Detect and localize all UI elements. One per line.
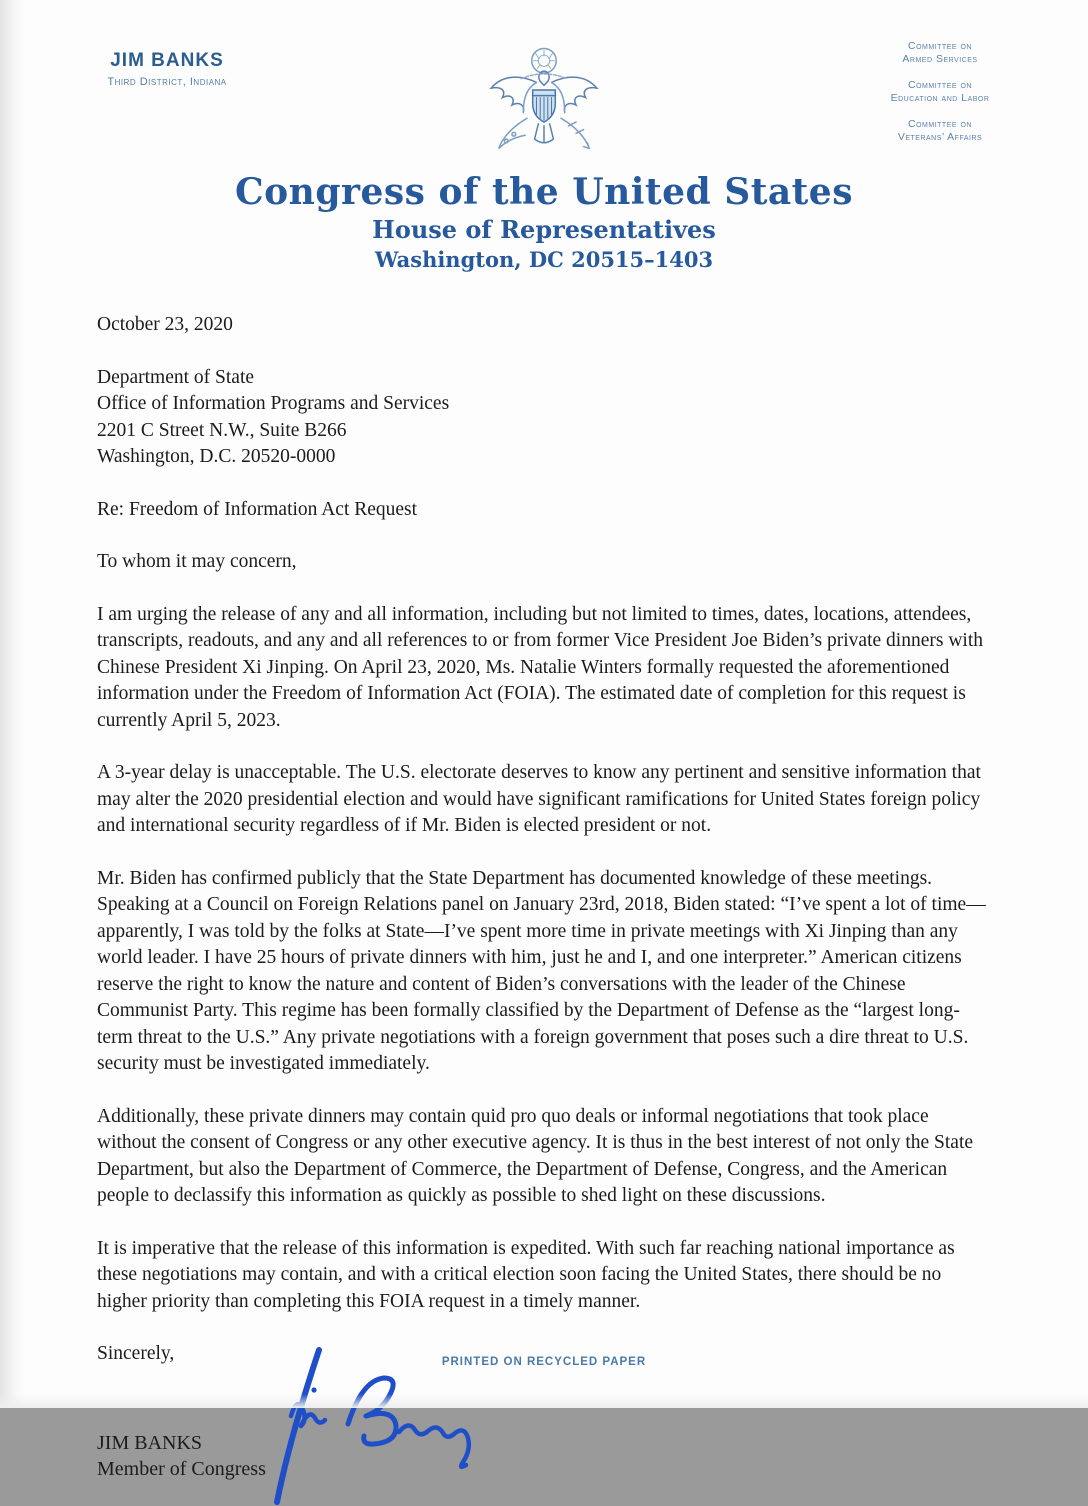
committee-label: Committee on (908, 118, 972, 130)
member-name: JIM BANKS (110, 50, 224, 71)
letter-date: October 23, 2020 (97, 314, 233, 335)
signer-name: JIM BANKS (97, 1431, 203, 1454)
recipient-line: Department of State (97, 366, 255, 388)
letter-body (97, 312, 992, 1488)
closing: Sincerely, (97, 1343, 175, 1364)
committee-name: Armed Services (902, 53, 978, 65)
committee-veterans-affairs (840, 118, 1040, 144)
committee-name: Veterans’ Affairs (897, 131, 983, 143)
signature-block (97, 1368, 992, 1488)
letter-paragraph: I am urging the release of any and all information, including but not limited to times, dates, locations, attendees, transcripts, readouts, and any and all references to or from former Vice President Joe Biden’s private dinners with Chinese President Xi Jinping. On April 23, 2020, Ms. Natalie Winters formally requested the aforementioned information under the Freedom of Information Act (FOIA). The estimated date of completion for this request is currently April 5, 2023. (97, 603, 983, 731)
letter-paragraph: Additionally, these private dinners may contain quid pro quo deals or informal negotiations that took place without the consent of Congress or any other executive agency. It is thus in the best interest of not only the State Department, but also the Department of Commerce, the Department of Defense, Congress, and the American people to declassify this information as quickly as possible to shed light on these discussions. (97, 1105, 974, 1206)
committee-label: Committee on (908, 40, 972, 52)
salutation: To whom it may concern, (97, 551, 297, 572)
subject-line: Re: Freedom of Information Act Request (97, 498, 418, 520)
committee-name: Education and Labor (890, 92, 990, 104)
organization-title: Congress of the United States (235, 171, 853, 213)
signer-title: Member of Congress (97, 1457, 266, 1480)
recycled-paper-note: PRINTED ON RECYCLED PAPER (441, 1356, 647, 1368)
committee-label: Committee on (908, 79, 972, 91)
chamber-title: House of Representatives (372, 215, 716, 244)
member-block (52, 50, 282, 88)
committee-education-labor (840, 79, 1040, 105)
great-seal-eagle-icon (478, 42, 610, 170)
committee-list (840, 40, 1040, 157)
letter-paragraph: A 3-year delay is unacceptable. The U.S. electorate deserves to know any pertinent and sensitive information that may alter the 2020 presidential election and would have significant ramifications for United States foreign policy and international security regardless of if Mr. Biden is elected president or not. (97, 762, 981, 836)
letter-paragraph: It is imperative that the release of this information is expedited. With such far reaching national importance as these negotiations may contain, and with a critical election soon facing the United States, there should be no higher priority than completing this FOIA request in a timely manner. (97, 1237, 955, 1312)
letter-paragraph: Mr. Biden has confirmed publicly that the State Department has documented knowledge of these meetings. Speaking at a Council on Foreign Relations panel on January 23rd, 2018, Biden stated: “I’ve spent a lot of time—apparently, I was told by the folks at State—I’ve spent more time in private meetings with Xi Jinping than any world leader. I have 25 hours of private dinners with him, just he and I, and one interpreter.” American citizens reserve the right to know the nature and content of Biden’s conversations with the leader of the Chinese Communist Party. This regime has been formally classified by the Department of Defense as the “largest long-term threat to the U.S.” Any private negotiations with a foreign government that poses such a dire threat to U.S. security must be investigated immediately. (97, 867, 986, 1074)
capitol-address: Washington, DC 20515–1403 (374, 247, 714, 272)
recipient-line: Office of Information Programs and Services (97, 393, 450, 414)
recipient-address-block (97, 365, 992, 471)
committee-armed-services (840, 40, 1040, 66)
letterhead-title-block (0, 172, 1088, 273)
recipient-line: Washington, D.C. 20520-0000 (97, 446, 336, 467)
recipient-line: 2201 C Street N.W., Suite B266 (97, 419, 347, 441)
member-district: Third District, Indiana (107, 76, 227, 88)
